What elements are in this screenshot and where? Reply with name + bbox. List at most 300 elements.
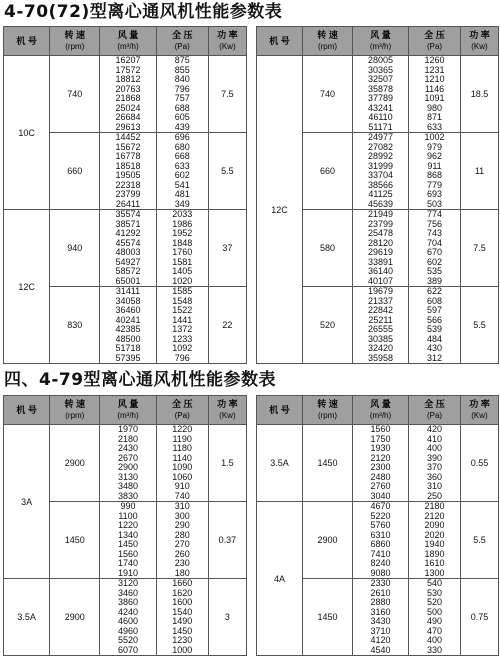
header-flow: 风 量 (m³/h): [100, 396, 156, 425]
power-cell: 11: [461, 133, 499, 210]
value-line: 2090: [424, 520, 445, 530]
value-line: 33704: [367, 170, 394, 180]
value-line: 680: [174, 141, 190, 152]
table-4-70-left: [3, 26, 247, 364]
value-line: 290: [174, 520, 190, 530]
speed-cell: 2900: [50, 425, 100, 502]
table-4-79-left: [3, 395, 247, 656]
value-line: 757: [174, 93, 190, 103]
power-cell: 0.75: [461, 579, 499, 656]
value-line: 1002: [424, 132, 445, 142]
value-line: 16778: [115, 151, 141, 161]
speed-cell: 940: [50, 210, 100, 287]
value-line: 693: [426, 189, 443, 199]
value-line: 1190: [172, 433, 192, 444]
value-line: 566: [426, 314, 443, 325]
value-line: 28992: [367, 151, 394, 161]
value-line: 1091: [424, 93, 445, 103]
value-line: 349: [174, 198, 190, 209]
flow-cell: [100, 56, 156, 133]
value-line: 688: [174, 102, 190, 113]
speed-cell: 660: [303, 133, 353, 210]
header-speed: 转 速 (rpm): [50, 27, 100, 56]
value-line: 484: [426, 333, 443, 344]
header-power: 功 率 (Kw): [461, 27, 499, 56]
value-line: 633: [426, 121, 443, 132]
flow-cell: [100, 210, 156, 287]
value-line: 1000: [172, 644, 193, 655]
value-line: 30365: [367, 64, 394, 75]
value-line: 1620: [172, 587, 193, 598]
value-line: 602: [426, 256, 443, 267]
value-line: 15672: [115, 141, 141, 152]
value-line: 1405: [172, 266, 193, 276]
value-line: 490: [426, 616, 443, 626]
value-line: 1490: [172, 616, 193, 626]
value-line: 1450: [117, 539, 139, 549]
value-line: 4600: [117, 616, 139, 626]
value-line: 3430: [370, 616, 391, 626]
value-line: 6310: [370, 529, 391, 540]
speed-cell: 830: [50, 287, 100, 364]
value-line: 17572: [115, 64, 141, 75]
value-line: 1560: [117, 548, 139, 559]
value-line: 28120: [367, 237, 394, 248]
value-line: 5520: [117, 635, 139, 645]
value-line: 24977: [367, 132, 394, 142]
speed-cell: 660: [50, 133, 100, 210]
value-line: 1020: [172, 275, 193, 286]
header-machine: 机 号: [4, 396, 50, 425]
value-line: 4670: [370, 501, 391, 511]
table-title-4-70: 4-70(72)型离心通风机性能参数表: [4, 2, 283, 22]
value-line: 36140: [367, 266, 394, 276]
value-line: 4960: [117, 625, 139, 636]
value-line: 19679: [367, 286, 394, 296]
pressure-cell: [156, 425, 208, 502]
value-line: 633: [174, 160, 190, 171]
value-line: 45574: [115, 237, 141, 248]
value-line: 696: [174, 132, 190, 142]
value-line: 48500: [115, 333, 141, 344]
pressure-cell: [156, 287, 208, 364]
value-line: 980: [426, 102, 443, 113]
table-row: [4, 425, 247, 502]
header-pressure: 全 压 (Pa): [409, 27, 461, 56]
power-cell: 5.5: [461, 502, 499, 579]
value-line: 2330: [370, 578, 391, 588]
value-line: 1986: [172, 218, 193, 229]
value-line: 796: [174, 83, 190, 94]
value-line: 31999: [367, 160, 394, 171]
value-line: 5760: [370, 520, 391, 530]
value-line: 51718: [115, 343, 141, 353]
pressure-cell: [409, 502, 461, 579]
value-line: 26411: [115, 198, 141, 209]
value-line: 1231: [424, 64, 445, 75]
header-speed: 转 速 (rpm): [303, 396, 353, 425]
value-line: 9080: [370, 567, 391, 578]
value-line: 1092: [172, 343, 193, 353]
value-line: 840: [174, 74, 190, 84]
header-speed: 转 速 (rpm): [303, 27, 353, 56]
flow-cell: [353, 287, 409, 364]
value-line: 16207: [115, 55, 141, 65]
header-machine: 机 号: [257, 396, 303, 425]
value-line: 2900: [117, 462, 139, 472]
header-power: 功 率 (Kw): [208, 396, 246, 425]
value-line: 470: [426, 625, 443, 636]
value-line: 855: [174, 64, 190, 75]
value-line: 21949: [367, 209, 394, 219]
value-line: 1660: [172, 578, 193, 588]
value-line: 6070: [117, 644, 139, 655]
pressure-cell: [409, 56, 461, 133]
value-line: 22318: [115, 179, 141, 190]
value-line: 503: [426, 198, 443, 209]
value-line: 38571: [115, 218, 141, 229]
value-line: 1890: [424, 548, 445, 559]
pressure-cell: [156, 502, 208, 579]
speed-cell: 520: [303, 287, 353, 364]
value-line: 180: [174, 567, 190, 578]
value-line: 2180: [424, 501, 445, 511]
value-line: 1750: [370, 433, 391, 444]
value-line: 774: [426, 209, 443, 219]
value-line: 23799: [115, 189, 141, 199]
flow-cell: [100, 287, 156, 364]
value-line: 35958: [367, 352, 394, 363]
value-line: 260: [174, 548, 190, 559]
value-line: 1760: [172, 247, 193, 257]
value-line: 3040: [370, 490, 391, 501]
speed-cell: 580: [303, 210, 353, 287]
power-cell: 7.5: [461, 210, 499, 287]
table-title-4-79: 四、4-79型离心通风机性能参数表: [4, 370, 277, 390]
value-line: 280: [174, 529, 190, 540]
value-line: 1522: [172, 305, 193, 315]
power-cell: 5.5: [461, 287, 499, 364]
pressure-cell: [156, 579, 208, 656]
header-flow: 风 量 (m³/h): [100, 27, 156, 56]
power-cell: 5.5: [208, 133, 246, 210]
value-line: 539: [426, 324, 443, 334]
value-line: 46110: [368, 112, 393, 122]
value-line: 390: [426, 452, 443, 463]
value-line: 65001: [115, 275, 141, 286]
value-line: 400: [426, 443, 443, 453]
value-line: 310: [426, 481, 443, 491]
value-line: 990: [120, 501, 136, 511]
value-line: 360: [426, 471, 443, 482]
power-cell: 22: [208, 287, 246, 364]
value-line: 300: [174, 510, 190, 521]
value-line: 2180: [117, 433, 139, 444]
value-line: 1952: [172, 228, 193, 238]
flow-cell: [353, 502, 409, 579]
header-pressure: 全 压 (Pa): [156, 27, 208, 56]
value-line: 1100: [118, 510, 138, 521]
value-line: 410: [426, 433, 443, 444]
value-line: 33891: [367, 256, 394, 267]
value-line: 740: [174, 490, 190, 501]
value-line: 43241: [367, 102, 394, 113]
table-row: [4, 56, 247, 133]
value-line: 1548: [172, 295, 193, 306]
value-line: 57395: [115, 352, 141, 363]
value-line: 1740: [117, 558, 139, 568]
value-line: 19505: [115, 170, 141, 180]
value-line: 8240: [370, 558, 391, 568]
speed-cell: 740: [50, 56, 100, 133]
value-line: 30385: [367, 333, 394, 344]
pressure-cell: [409, 579, 461, 656]
power-cell: 3: [208, 579, 246, 656]
value-line: 1441: [172, 314, 193, 325]
value-line: 2020: [424, 529, 445, 540]
value-line: 430: [426, 343, 443, 353]
machine-number: 3.5A: [257, 425, 303, 502]
value-line: 330: [426, 644, 443, 655]
value-line: 32420: [367, 343, 394, 353]
machine-number: 3.5A: [4, 579, 50, 656]
machine-number: 10C: [4, 56, 50, 210]
value-line: 32507: [367, 74, 394, 84]
value-line: 979: [426, 141, 443, 152]
header-power: 功 率 (Kw): [461, 396, 499, 425]
power-cell: 0.55: [461, 425, 499, 502]
value-line: 704: [426, 237, 443, 248]
value-line: 21337: [367, 295, 394, 306]
value-line: 796: [174, 352, 190, 363]
speed-cell: 1450: [303, 579, 353, 656]
flow-cell: [353, 56, 409, 133]
value-line: 3710: [370, 625, 391, 636]
value-line: 2670: [117, 452, 139, 463]
speed-cell: 1450: [303, 425, 353, 502]
power-cell: 18.5: [461, 56, 499, 133]
value-line: 21868: [115, 93, 141, 103]
power-cell: 37: [208, 210, 246, 287]
value-line: 3120: [117, 578, 139, 588]
value-line: 45639: [367, 198, 394, 209]
value-line: 1233: [172, 333, 193, 344]
value-line: 1230: [172, 635, 193, 645]
value-line: 34058: [115, 295, 141, 306]
value-line: 743: [426, 228, 443, 238]
flow-cell: [100, 579, 156, 656]
speed-cell: 2900: [50, 579, 100, 656]
value-line: 37789: [367, 93, 394, 103]
value-line: 1600: [172, 597, 193, 607]
value-line: 1372: [172, 324, 193, 334]
value-line: 1540: [172, 606, 193, 617]
value-line: 530: [426, 587, 443, 598]
flow-cell: [353, 210, 409, 287]
header-machine: 机 号: [4, 27, 50, 56]
table-row: [257, 425, 499, 502]
pressure-cell: [409, 287, 461, 364]
value-line: 2880: [370, 597, 391, 607]
value-line: 1180: [172, 443, 192, 453]
value-line: 4120: [370, 635, 391, 645]
table-row: [257, 502, 499, 579]
table-4-70-right: [256, 26, 499, 364]
value-line: 2300: [370, 462, 391, 472]
value-line: 5220: [370, 510, 391, 521]
value-line: 3480: [117, 481, 139, 491]
value-line: 29619: [367, 247, 394, 257]
value-line: 23799: [367, 218, 394, 229]
value-line: 597: [426, 305, 443, 315]
value-line: 41125: [368, 189, 393, 199]
machine-number: 4A: [257, 502, 303, 656]
value-line: 481: [174, 189, 190, 199]
value-line: 310: [174, 501, 190, 511]
flow-cell: [100, 133, 156, 210]
value-line: 1610: [424, 558, 445, 568]
value-line: 1090: [172, 462, 193, 472]
flow-cell: [353, 579, 409, 656]
pressure-cell: [156, 56, 208, 133]
value-line: 439: [174, 121, 190, 132]
value-line: 250: [426, 490, 443, 501]
value-line: 1210: [424, 74, 445, 84]
pressure-cell: [409, 425, 461, 502]
value-line: 868: [426, 170, 443, 180]
value-line: 1300: [424, 567, 445, 578]
value-line: 875: [174, 55, 190, 65]
value-line: 541: [174, 179, 190, 190]
value-line: 668: [174, 151, 190, 161]
value-line: 29613: [115, 121, 141, 132]
power-cell: 0.37: [208, 502, 246, 579]
value-line: 2480: [370, 471, 391, 482]
speed-cell: 740: [303, 56, 353, 133]
value-line: 18812: [115, 74, 141, 84]
value-line: 22842: [367, 305, 394, 315]
value-line: 31411: [115, 286, 141, 296]
value-line: 1140: [172, 452, 192, 463]
value-line: 911: [427, 160, 442, 171]
value-line: 3160: [370, 606, 391, 617]
value-line: 3460: [117, 587, 139, 598]
value-line: 622: [426, 286, 443, 296]
table-row: [257, 56, 499, 133]
value-line: 54927: [115, 256, 141, 267]
table-4-79-right: [256, 395, 499, 656]
value-line: 25478: [367, 228, 394, 238]
pressure-cell: [409, 210, 461, 287]
pressure-cell: [409, 133, 461, 210]
header-machine: 机 号: [257, 27, 303, 56]
value-line: 36460: [115, 305, 141, 315]
value-line: 1060: [172, 471, 193, 482]
pressure-cell: [156, 133, 208, 210]
value-line: 910: [174, 481, 190, 491]
value-line: 540: [426, 578, 443, 588]
value-line: 40241: [115, 314, 141, 325]
value-line: 25024: [115, 102, 141, 113]
value-line: 520: [426, 597, 443, 607]
power-cell: 7.5: [208, 56, 246, 133]
value-line: 500: [426, 606, 443, 617]
value-line: 670: [426, 247, 443, 257]
flow-cell: [353, 133, 409, 210]
value-line: 51171: [368, 121, 393, 132]
value-line: 1970: [117, 424, 139, 434]
machine-number: 12C: [257, 56, 303, 364]
value-line: 370: [426, 462, 443, 472]
value-line: 420: [426, 424, 443, 434]
table-row: [4, 579, 247, 656]
value-line: 41292: [115, 228, 141, 238]
value-line: 605: [174, 112, 190, 122]
value-line: 58572: [115, 266, 141, 276]
value-line: 3860: [117, 597, 139, 607]
value-line: 1848: [172, 237, 193, 248]
value-line: 20763: [115, 83, 141, 94]
value-line: 2430: [117, 443, 139, 453]
value-line: 230: [174, 558, 190, 568]
value-line: 312: [426, 352, 443, 363]
value-line: 35574: [115, 209, 141, 219]
value-line: 3130: [117, 471, 139, 482]
value-line: 2760: [370, 481, 391, 491]
header-flow: 风 量 (m³/h): [353, 27, 409, 56]
value-line: 14452: [115, 132, 141, 142]
value-line: 26555: [367, 324, 394, 334]
value-line: 27082: [367, 141, 394, 152]
value-line: 389: [426, 275, 443, 286]
value-line: 962: [426, 151, 443, 161]
power-cell: 1.5: [208, 425, 246, 502]
value-line: 7410: [370, 548, 391, 559]
value-line: 4540: [370, 644, 391, 655]
value-line: 400: [426, 635, 443, 645]
machine-number: 12C: [4, 210, 50, 364]
value-line: 779: [426, 179, 443, 190]
value-line: 1220: [172, 424, 193, 434]
machine-number: 3A: [4, 425, 50, 579]
speed-cell: 2900: [303, 502, 353, 579]
flow-cell: [353, 425, 409, 502]
value-line: 1340: [117, 529, 139, 540]
value-line: 6860: [370, 539, 391, 549]
header-pressure: 全 压 (Pa): [409, 396, 461, 425]
table-row: [4, 210, 247, 287]
value-line: 28005: [367, 55, 394, 65]
value-line: 1930: [370, 443, 391, 453]
header-pressure: 全 压 (Pa): [156, 396, 208, 425]
value-line: 602: [174, 170, 190, 180]
value-line: 1581: [172, 256, 193, 267]
value-line: 2120: [370, 452, 391, 463]
value-line: 1560: [370, 424, 391, 434]
value-line: 756: [426, 218, 443, 229]
value-line: 42385: [115, 324, 141, 334]
value-line: 26684: [115, 112, 141, 122]
value-line: 1146: [424, 83, 445, 94]
header-flow: 风 量 (m³/h): [353, 396, 409, 425]
value-line: 1450: [172, 625, 193, 636]
value-line: 2610: [370, 587, 391, 598]
value-line: 3830: [117, 490, 139, 501]
value-line: 1585: [172, 286, 193, 296]
header-power: 功 率 (Kw): [208, 27, 246, 56]
value-line: 18518: [115, 160, 141, 171]
value-line: 1220: [117, 520, 139, 530]
